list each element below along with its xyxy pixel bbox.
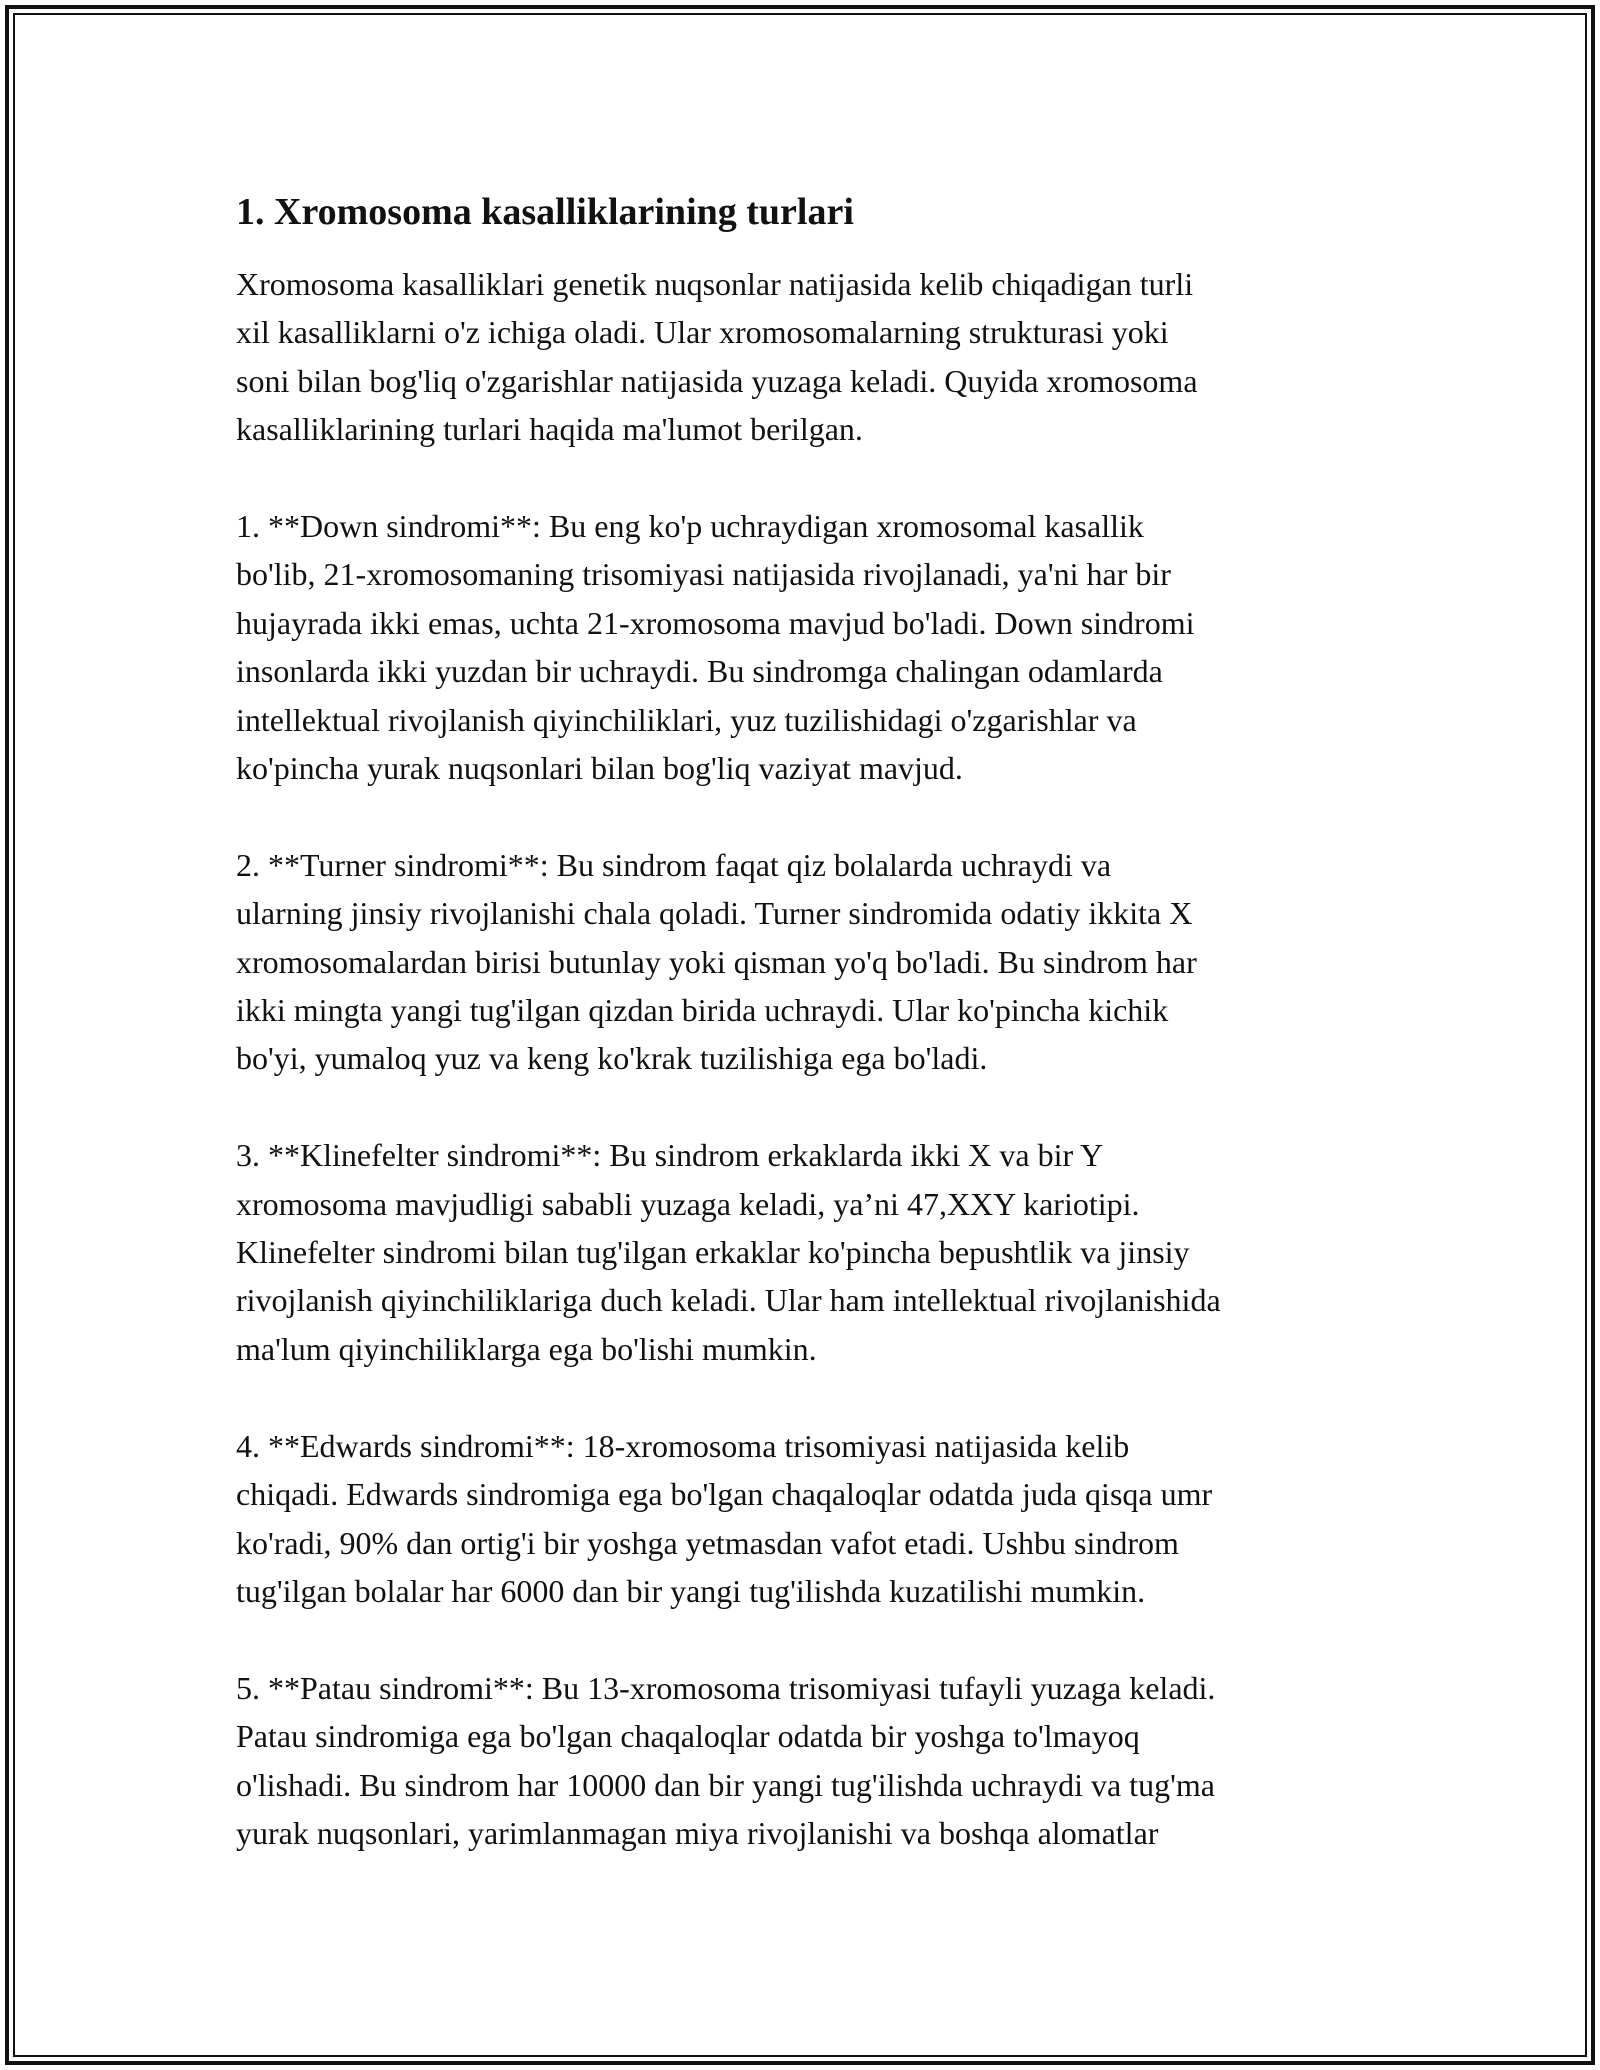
paragraph-edwards-syndrome bbox=[236, 1422, 1376, 1616]
text-line: intellektual rivojlanish qiyinchiliklari, yuz tuzilishidagi o'zgarishlar va bbox=[236, 701, 1137, 738]
text-line: 1. **Down sindromi**: Bu eng ko'p uchraydigan xromosomal kasallik bbox=[236, 508, 1144, 545]
text-line: 2. **Turner sindromi**: Bu sindrom faqat qiz bolalarda uchraydi va bbox=[236, 846, 1112, 883]
text-line: rivojlanish qiyinchiliklariga duch keladi. Ular ham intellektual rivojlanishida bbox=[236, 1282, 1221, 1319]
text-line: kasalliklarining turlari haqida ma'lumot berilgan. bbox=[236, 411, 863, 448]
text-line: o'lishadi. Bu sindrom har 10000 dan bir yangi tug'ilishda uchraydi va tug'ma bbox=[236, 1766, 1215, 1803]
text-line: bo'lib, 21-xromosomaning trisomiyasi natijasida rivojlanadi, ya'ni har bir bbox=[236, 556, 1171, 593]
page-title: 1. Xromosoma kasalliklarining turlari bbox=[236, 191, 854, 233]
text-line: 4. **Edwards sindromi**: 18-xromosoma trisomiyasi natijasida kelib bbox=[236, 1427, 1130, 1464]
text-line: tug'ilgan bolalar har 6000 dan bir yangi tug'ilishda kuzatilishi mumkin. bbox=[236, 1572, 1146, 1609]
text-line: ko'radi, 90% dan ortig'i bir yoshga yetmasdan vafot etadi. Ushbu sindrom bbox=[236, 1524, 1179, 1561]
paragraph-patau-syndrome bbox=[236, 1664, 1376, 1858]
document-body bbox=[236, 188, 1376, 1906]
paragraph-down-syndrome bbox=[236, 502, 1376, 792]
text-line: chiqadi. Edwards sindromiga ega bo'lgan chaqaloqlar odatda juda qisqa umr bbox=[236, 1476, 1213, 1513]
text-line: insonlarda ikki yuzdan bir uchraydi. Bu sindromga chalingan odamlarda bbox=[236, 653, 1163, 690]
paragraph-intro bbox=[236, 260, 1376, 454]
text-line: Klinefelter sindromi bilan tug'ilgan erkaklar ko'pincha bepushtlik va jinsiy bbox=[236, 1234, 1190, 1271]
text-line: soni bilan bog'liq o'zgarishlar natijasida yuzaga keladi. Quyida xromosoma bbox=[236, 362, 1198, 399]
paragraph-klinefelter-syndrome bbox=[236, 1131, 1376, 1373]
text-line: Patau sindromiga ega bo'lgan chaqaloqlar odatda bir yoshga to'lmayoq bbox=[236, 1718, 1140, 1755]
paragraph-turner-syndrome bbox=[236, 841, 1376, 1083]
text-line: xromosomalardan birisi butunlay yoki qisman yo'q bo'ladi. Bu sindrom har bbox=[236, 943, 1197, 980]
text-line: xil kasalliklarni o'z ichiga oladi. Ular xromosomalarning strukturasi yoki bbox=[236, 314, 1169, 351]
text-line: ikki mingta yangi tug'ilgan qizdan birida uchraydi. Ular ko'pincha kichik bbox=[236, 992, 1169, 1029]
text-line: 5. **Patau sindromi**: Bu 13-xromosoma trisomiyasi tufayli yuzaga keladi. bbox=[236, 1669, 1216, 1706]
text-line: ularning jinsiy rivojlanishi chala qoladi. Turner sindromida odatiy ikkita X bbox=[236, 895, 1193, 932]
text-line: Xromosoma kasalliklari genetik nuqsonlar natijasida kelib chiqadigan turli bbox=[236, 266, 1194, 302]
text-line: bo'yi, yumaloq yuz va keng ko'krak tuzilishiga ega bo'ladi. bbox=[236, 1040, 988, 1077]
text-line: hujayrada ikki emas, uchta 21-xromosoma mavjud bo'ladi. Down sindromi bbox=[236, 604, 1195, 641]
text-line: ko'pincha yurak nuqsonlari bilan bog'liq vaziyat mavjud. bbox=[236, 750, 963, 787]
text-line: xromosoma mavjudligi sababli yuzaga keladi, ya’ni 47,XXY kariotipi. bbox=[236, 1185, 1140, 1222]
text-line: yurak nuqsonlari, yarimlanmagan miya rivojlanishi va boshqa alomatlar bbox=[236, 1814, 1159, 1851]
text-line: 3. **Klinefelter sindromi**: Bu sindrom erkaklarda ikki X va bir Y bbox=[236, 1137, 1104, 1174]
text-line: ma'lum qiyinchiliklarga ega bo'lishi mumkin. bbox=[236, 1330, 817, 1367]
